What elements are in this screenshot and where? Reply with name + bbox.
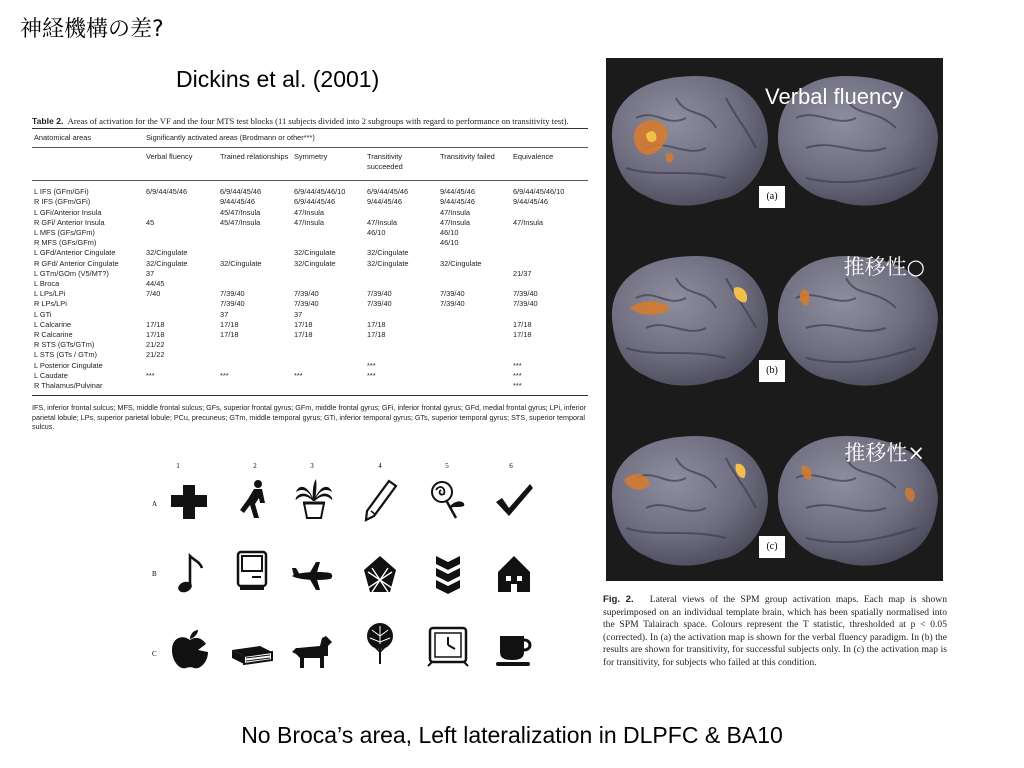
brodmann-cell (144, 208, 218, 218)
table-row (32, 299, 588, 309)
column-number: 5 (445, 462, 449, 470)
brodmann-cell: 47/Insula (294, 207, 324, 217)
brodmann-cell (438, 361, 511, 371)
column-number: 6 (509, 462, 513, 470)
brodmann-cell (438, 269, 511, 279)
table-row (32, 269, 588, 279)
table-row (32, 289, 588, 299)
basket-icon (358, 552, 402, 596)
brodmann-cell: 46/10 (440, 228, 459, 238)
brodmann-cell: 32/Cingulate (146, 248, 188, 258)
brodmann-cell (292, 279, 365, 289)
label-transitivity-fail: 推移性× (844, 441, 925, 465)
table-row (32, 330, 588, 340)
table-row (32, 259, 588, 269)
brodmann-cell: 6/9/44/45/46 (220, 187, 262, 197)
brodmann-cell (218, 340, 292, 350)
brodmann-cell: 7/39/40 (440, 289, 465, 299)
brodmann-cell: 32/Cingulate (440, 258, 482, 268)
brodmann-cell: 47/Insula (367, 217, 397, 227)
brodmann-cell: *** (367, 370, 376, 380)
brodmann-cell (365, 208, 438, 218)
dog-icon (290, 628, 334, 672)
brodmann-cell: 32/Cingulate (220, 258, 262, 268)
area-name-cell: L Caudate (34, 370, 68, 380)
brodmann-cell: 47/Insula (513, 217, 543, 227)
brodmann-cell (365, 279, 438, 289)
header-blank (32, 148, 144, 181)
brodmann-cell (438, 330, 511, 340)
figure-caption-text: Lateral views of the SPM group activation maps. Each map is shown superimposed on an individual template brain, which has been spatially normalised into the SPM Talairach space. Colours represent the T statistic, thresholded at p < 0.05 (corrected). In (a) the activation map is shown for the verbal fluency paradigm. In (b) the results are shown for transitivity, for successful subjects only. In (c) the activation map is for transitivity, for subjects who failed at this condition. (603, 594, 947, 668)
brain-views (606, 58, 943, 581)
table-row (32, 310, 588, 320)
area-name-cell: R GFd/ Anterior Cingulate (34, 258, 119, 268)
brodmann-cell: 9/44/45/46 (513, 197, 548, 207)
brodmann-cell (292, 340, 365, 350)
brodmann-cell (144, 197, 218, 207)
area-name-cell: L GFi/Anterior Insula (34, 207, 102, 217)
area-name-cell: R Thalamus/Pulvinar (32, 381, 144, 396)
brodmann-cell: 17/18 (367, 319, 386, 329)
area-name-cell: L GTm/GOm (V5/MT?) (34, 268, 109, 278)
brodmann-cell: 45/47/Insula (220, 217, 261, 227)
brodmann-cell: 37 (146, 268, 155, 278)
brodmann-cell: 17/18 (220, 319, 239, 329)
area-name-cell: L GFd/Anterior Cingulate (34, 248, 116, 258)
brodmann-cell: 7/40 (146, 289, 161, 299)
column-number: 4 (378, 462, 382, 470)
table-row (32, 248, 588, 258)
walking-figure-icon (234, 478, 278, 522)
brodmann-cell (292, 361, 365, 371)
brodmann-cell: 6/9/44/45/46/10 (294, 187, 346, 197)
area-name-cell: L STS (GTs / GTm) (34, 350, 97, 360)
label-verbal-fluency: Verbal fluency (765, 84, 904, 109)
brodmann-cell (292, 350, 365, 360)
brodmann-cell (438, 350, 511, 360)
table-row (32, 218, 588, 228)
brodmann-cell (144, 228, 218, 238)
brodmann-cell (144, 361, 218, 371)
brodmann-cell (365, 238, 438, 248)
area-name-cell: R STS (GTs/GTm) (34, 340, 95, 350)
brodmann-cell: 17/18 (513, 330, 532, 340)
brodmann-cell: *** (146, 370, 155, 380)
brodmann-cell (438, 310, 511, 320)
brodmann-cell: 17/18 (294, 330, 313, 340)
figure-caption-label: Fig. 2. (603, 594, 634, 605)
area-name-cell: L Calcarine (34, 319, 72, 329)
area-name-cell: L Broca (34, 279, 60, 289)
header-transitivity-succeeded: Transitivity succeeded (365, 148, 438, 181)
brodmann-cell (511, 279, 588, 289)
brodmann-cell: 47/Insula (294, 217, 324, 227)
row-label: A (152, 500, 158, 508)
zigzag-icon (426, 552, 470, 596)
brodmann-cell: 37 (294, 309, 303, 319)
table-row (32, 320, 588, 330)
brodmann-cell (218, 248, 292, 258)
area-name-cell: L LPs/LPi (34, 289, 66, 299)
area-name-cell: L MFS (GFs/GFm) (34, 228, 95, 238)
table-row (32, 197, 588, 207)
brodmann-cell: 32/Cingulate (367, 258, 409, 268)
computer-icon (230, 550, 274, 594)
airplane-icon (290, 554, 334, 598)
brodmann-cell (438, 279, 511, 289)
table-caption (32, 116, 588, 126)
brodmann-cell: *** (513, 370, 522, 380)
brodmann-cell: 44/45 (146, 279, 165, 289)
brodmann-cell (511, 310, 588, 320)
tree-icon (358, 622, 402, 666)
table-row (32, 371, 588, 381)
brodmann-cell (144, 310, 218, 320)
brodmann-cell: 7/39/40 (220, 299, 245, 309)
brodmann-cell: 9/44/45/46 (440, 187, 475, 197)
stimuli-panel (150, 462, 540, 687)
brodmann-cell: 32/Cingulate (294, 258, 336, 268)
column-number: 1 (176, 462, 180, 470)
table-row (32, 208, 588, 218)
brodmann-cell: 6/9/44/45/46/10 (513, 187, 565, 197)
pencil-icon (358, 478, 402, 522)
area-name-cell: L Posterior Cingulate (34, 360, 103, 370)
brodmann-cell: 46/10 (440, 238, 459, 248)
brodmann-cell: 7/39/40 (220, 289, 245, 299)
table-footnote: IFS, inferior frontal sulcus; MFS, middle frontal sulcus; GFs, superior frontal gyrus; GFm, middle frontal gyrus; GFi, inferior frontal gyrus; GFd, medial frontal gyrus; LPi, inferior parietal lobule; LPs, superior parietal lobule; PCu, precuneus; GTm, middle temporal gyrus; GTi, inferior temporal gyrus; GTs, superior temporal gyrus; STS, superior temporal sulcus. (32, 403, 587, 432)
checkmark-icon (492, 478, 536, 522)
brodmann-cell (511, 238, 588, 248)
brodmann-cell: 9/44/45/46 (367, 197, 402, 207)
row-label: C (152, 650, 157, 658)
brodmann-cell: *** (294, 370, 303, 380)
brodmann-cell: 17/18 (294, 319, 313, 329)
area-name-cell: R MFS (GFs/GFm) (34, 238, 97, 248)
brodmann-cell: 7/39/40 (513, 289, 538, 299)
brodmann-cell: 7/39/40 (440, 299, 465, 309)
area-name-cell: L GTi (34, 309, 52, 319)
brain-left-hemisphere (612, 436, 768, 566)
brodmann-cell (292, 269, 365, 279)
brodmann-cell: 32/Cingulate (367, 248, 409, 258)
brodmann-cell: 47/Insula (440, 217, 470, 227)
brodmann-cell (511, 350, 588, 360)
brodmann-cell (365, 269, 438, 279)
brodmann-cell (438, 320, 511, 330)
music-note-icon (170, 552, 214, 596)
brodmann-cell (511, 208, 588, 218)
subpanel-label-c: (c) (759, 536, 785, 558)
brodmann-cell: *** (513, 360, 522, 370)
brodmann-cell (218, 279, 292, 289)
brodmann-cell: 7/39/40 (367, 299, 392, 309)
brodmann-cell: 47/Insula (440, 207, 470, 217)
brodmann-cell: *** (220, 370, 229, 380)
area-name-cell: R IFS (GFm/GFi) (34, 197, 91, 207)
cup-icon (492, 628, 536, 672)
label-transitivity-success: 推移性○ (843, 255, 925, 279)
area-name-cell: L IFS (GFm/GFi) (34, 187, 89, 197)
brodmann-cell: 6/9/44/45/46 (367, 187, 409, 197)
books-icon (230, 628, 274, 672)
clock-icon (426, 624, 470, 668)
brodmann-cell (144, 381, 218, 396)
brodmann-cell (438, 371, 511, 381)
brain-activation-figure (606, 58, 943, 581)
table-row (32, 361, 588, 371)
brodmann-cell (511, 248, 588, 258)
header-transitivity-failed: Transitivity failed (438, 148, 511, 181)
brodmann-cell: 45/47/Insula (220, 207, 261, 217)
brodmann-cell: 9/44/45/46 (220, 197, 255, 207)
activation-table (32, 128, 588, 396)
brodmann-cell (292, 381, 365, 396)
column-number: 2 (253, 462, 257, 470)
header-symmetry: Symmetry (292, 148, 365, 181)
header-equivalence: Equivalence (511, 148, 588, 181)
table-row (32, 238, 588, 248)
brain-left-hemisphere (612, 256, 768, 386)
brodmann-cell (438, 381, 511, 396)
brodmann-cell (511, 228, 588, 238)
table-body (32, 181, 588, 396)
column-number: 3 (310, 462, 314, 470)
table-row (32, 228, 588, 238)
table-row (32, 350, 588, 360)
brodmann-cell: 45 (146, 217, 155, 227)
row-label: B (152, 570, 157, 578)
brodmann-cell: 32/Cingulate (146, 258, 188, 268)
brodmann-cell (511, 259, 588, 269)
table-2 (32, 116, 588, 432)
header-verbal-fluency: Verbal fluency (144, 148, 218, 181)
area-name-cell: R LPs/LPi (34, 299, 67, 309)
brodmann-cell: 17/18 (367, 330, 386, 340)
brodmann-cell (218, 228, 292, 238)
brodmann-cell: 17/18 (513, 319, 532, 329)
brodmann-cell: 7/39/40 (513, 299, 538, 309)
brodmann-cell: 21/37 (513, 268, 532, 278)
brodmann-cell (365, 350, 438, 360)
brodmann-cell (438, 340, 511, 350)
citation: Dickins et al. (2001) (176, 66, 380, 92)
brodmann-cell: 6/9/44/45/46 (294, 197, 336, 207)
brodmann-cell (218, 269, 292, 279)
potted-plant-icon (292, 476, 336, 520)
brodmann-cell: 37 (220, 309, 229, 319)
brodmann-cell: 17/18 (146, 319, 165, 329)
house-icon (492, 552, 536, 596)
col-group: Significantly activated areas (Brodmann or other***) (144, 129, 588, 148)
brodmann-cell: 7/39/40 (294, 289, 319, 299)
slide-title: 神経機構の差? (20, 17, 164, 42)
figure-caption (603, 594, 947, 670)
table-row (32, 381, 588, 396)
column-headers (32, 148, 588, 181)
area-name-cell: R Calcarine (34, 330, 73, 340)
brodmann-cell (144, 299, 218, 309)
brodmann-cell (218, 381, 292, 396)
table-row (32, 340, 588, 350)
brodmann-cell (218, 238, 292, 248)
col-anatomical: Anatomical areas (32, 129, 144, 148)
brodmann-cell (365, 340, 438, 350)
brodmann-cell: 6/9/44/45/46 (146, 187, 188, 197)
brodmann-cell: 7/39/40 (294, 299, 319, 309)
brodmann-cell: 21/22 (146, 350, 165, 360)
table-caption-text: Areas of activation for the VF and the four MTS test blocks (11 subjects divided into 2 subgroups with regard to performance on transitivity test). (67, 116, 569, 126)
brodmann-cell: 7/39/40 (367, 289, 392, 299)
brodmann-cell: 21/22 (146, 340, 165, 350)
table-row (32, 181, 588, 198)
subpanel-label-a: (a) (759, 186, 785, 208)
brodmann-cell (438, 248, 511, 258)
brodmann-cell (218, 350, 292, 360)
apple-icon (168, 628, 212, 672)
brodmann-cell (365, 381, 438, 396)
brodmann-cell (511, 340, 588, 350)
brodmann-cell (365, 310, 438, 320)
subpanel-label-b: (b) (759, 360, 785, 382)
rose-icon (426, 478, 470, 522)
brodmann-cell (292, 228, 365, 238)
brodmann-cell: 17/18 (146, 330, 165, 340)
table-row (32, 279, 588, 289)
brodmann-cell (218, 361, 292, 371)
table-label: Table 2. (32, 116, 64, 126)
brodmann-cell: 46/10 (367, 228, 386, 238)
brodmann-cell (292, 238, 365, 248)
brodmann-cell: *** (511, 381, 588, 396)
brodmann-cell: 17/18 (220, 330, 239, 340)
brodmann-cell (144, 238, 218, 248)
brodmann-cell: 9/44/45/46 (440, 197, 475, 207)
header-trained: Trained relationships (218, 148, 292, 181)
area-name-cell: R GFi/ Anterior Insula (34, 217, 105, 227)
brodmann-cell: *** (367, 360, 376, 370)
cross-icon (168, 480, 212, 524)
bottom-note: No Broca’s area, Left lateralization in DLPFC & BA10 (241, 722, 783, 748)
brodmann-cell: 32/Cingulate (294, 248, 336, 258)
